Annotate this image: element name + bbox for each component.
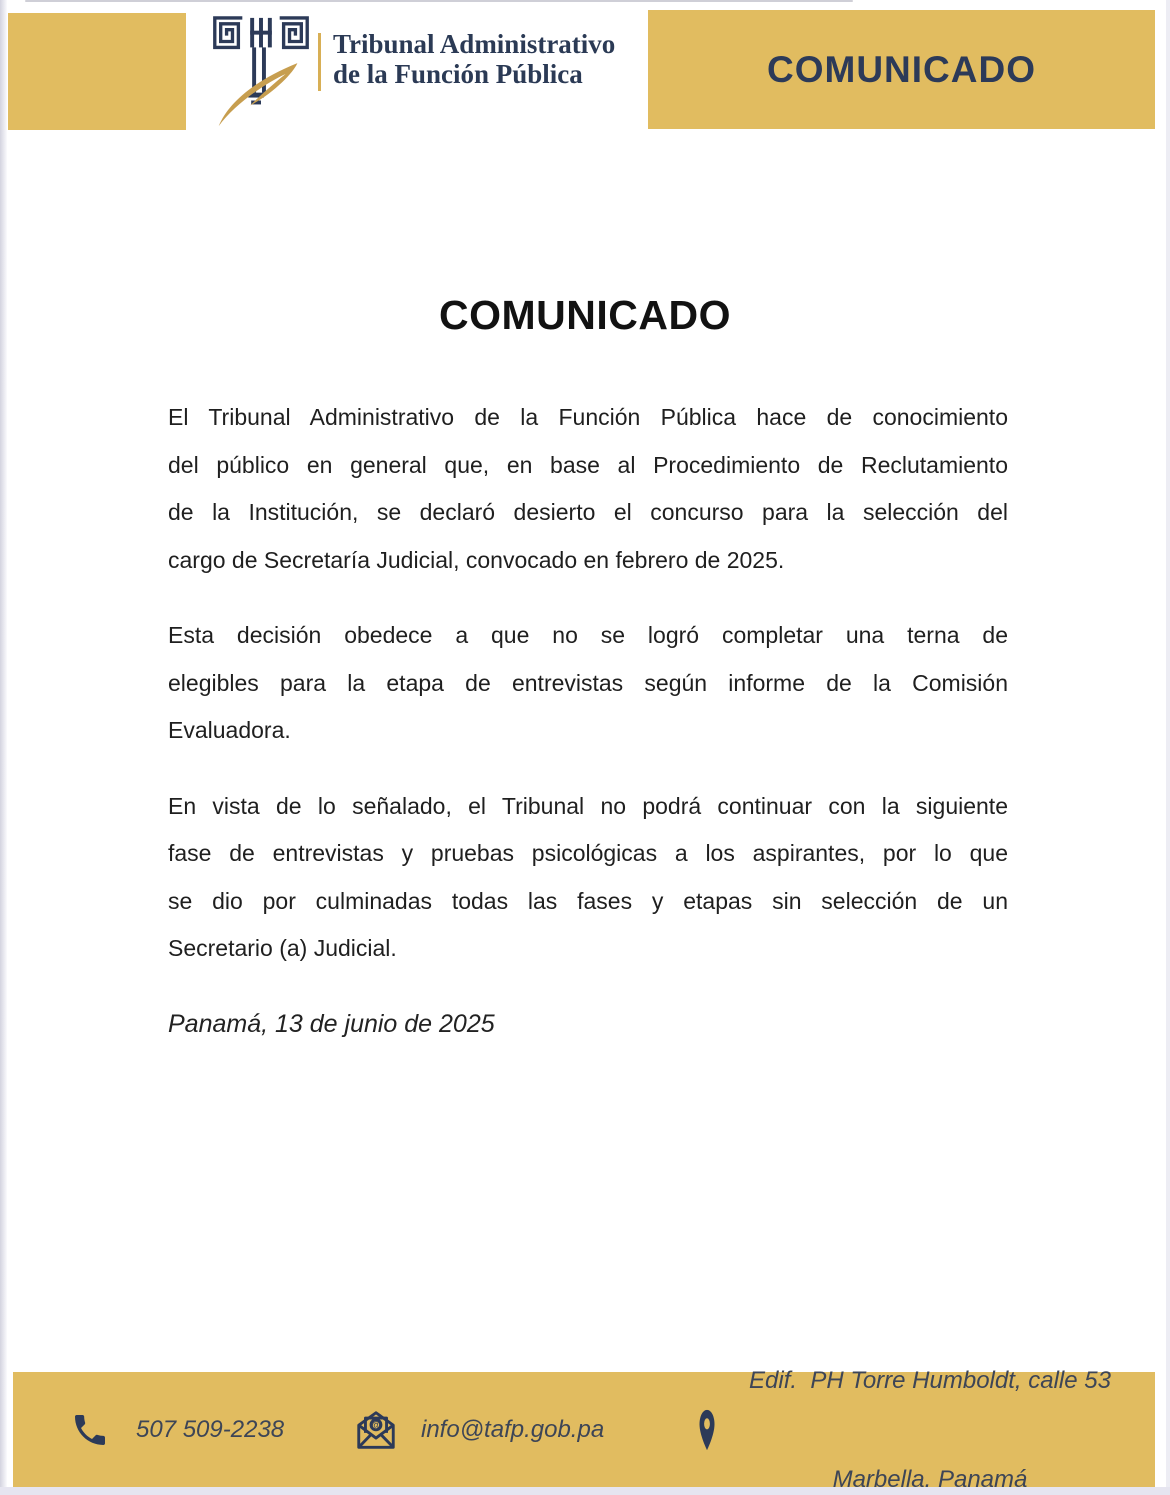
header-gold-block-left <box>8 13 186 130</box>
footer-address-line1: Edif. PH Torre Humboldt, calle 53 <box>749 1366 1111 1394</box>
footer-phone-number: 507 509-2238 <box>136 1415 285 1443</box>
footer-phone <box>70 1372 284 1487</box>
tafp-column-quill-logo-icon <box>206 12 316 130</box>
paragraph-line: del público en general que, en base al Procedimiento de Reclutamiento <box>168 451 1008 478</box>
paragraph-line: Secretario (a) Judicial. <box>168 935 397 961</box>
org-name-line1: Tribunal Administrativo <box>333 29 616 59</box>
paragraph-2 <box>168 612 1008 755</box>
email-envelope-icon <box>353 1407 399 1453</box>
logo-divider-line <box>318 33 321 91</box>
footer-address-text <box>749 1298 1111 1495</box>
paragraph-3 <box>168 783 1008 973</box>
document-title: COMUNICADO <box>439 292 731 338</box>
footer-bar <box>13 1366 1155 1493</box>
paragraph-line: cargo de Secretaría Judicial, convocado en febrero de 2025. <box>168 546 785 573</box>
photo-edge-left <box>0 0 7 1495</box>
photo-edge-top <box>25 0 853 2</box>
org-name <box>333 29 615 89</box>
footer-address-line2: Marbella. Panamá <box>832 1465 1028 1493</box>
paragraph-line: se dio por culminadas todas las fases y etapas sin selección de un <box>168 887 1008 914</box>
org-name-line2: de la Función Pública <box>333 59 583 89</box>
photo-edge-right <box>1166 0 1170 1495</box>
paragraph-1 <box>168 394 1008 584</box>
svg-text:@: @ <box>371 1419 381 1430</box>
footer-address <box>695 1366 1111 1493</box>
paragraph-line: En vista de lo señalado, el Tribunal no podrá continuar con la siguiente <box>168 792 1008 819</box>
phone-icon <box>70 1410 110 1450</box>
header-banner-label: COMUNICADO <box>767 48 1036 90</box>
footer-email-address: info@tafp.gob.pa <box>421 1415 605 1443</box>
document-body <box>168 394 1008 1048</box>
footer-email <box>353 1372 604 1487</box>
paragraph-line: El Tribunal Administrativo de la Función Pública hace de conocimiento <box>168 404 1008 430</box>
paragraph-line: elegibles para la etapa de entrevistas según informe de la Comisión <box>168 669 1008 696</box>
dateline: Panamá, 13 de junio de 2025 <box>168 1009 495 1038</box>
paragraph-line: fase de entrevistas y pruebas psicológicas a los aspirantes, por lo que <box>168 840 1008 866</box>
location-pin-icon <box>695 1407 719 1453</box>
header-banner <box>648 10 1155 129</box>
paragraph-line: Evaluadora. <box>168 717 291 743</box>
paragraph-line: Esta decisión obedece a que no se logró completar una terna de <box>168 622 1008 648</box>
paragraph-line: de la Institución, se declaró desierto el concurso para la selección del <box>168 499 1008 525</box>
